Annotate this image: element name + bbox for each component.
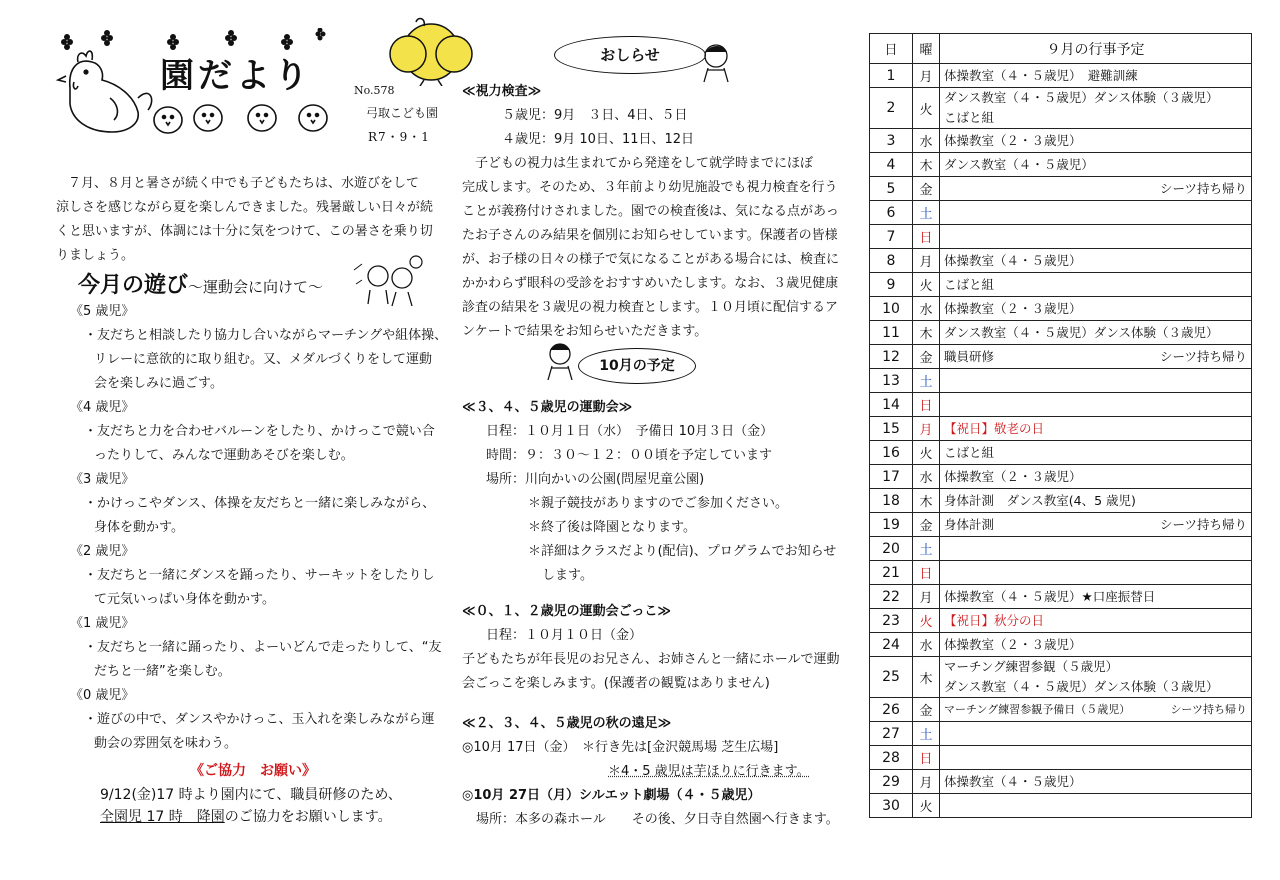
group-line: ・友だちと相談したり協力し合いながらマーチングや組体操、 [84,328,448,343]
event-cell [940,273,1252,297]
event-cell [940,770,1252,794]
event-text: ダンス教室（４・５歳児） [944,156,1094,172]
weekday: 月 [913,585,940,609]
calendar-row [870,369,1252,393]
event-cell [940,794,1252,818]
weekday: 金 [913,177,940,201]
calendar-row [870,794,1252,818]
group-line: ・かけっこやダンス、体操を友だちと一緒に楽しみながら、 [84,496,436,511]
mini-sports-body [462,600,852,696]
event-cell [940,321,1252,345]
calendar-row [870,345,1252,369]
weekday: 金 [913,698,940,722]
play-heading [78,268,323,299]
vision-line: たお子さんのみ結果を個別にお知らせしています。保護者の皆様 [462,228,838,243]
trip-1: ◎10月 17日（金） ＊行き先は[金沢競馬場 芝生広場] [462,740,779,755]
event-cell [940,657,1252,698]
event-cell [940,129,1252,153]
day-number: 22 [870,585,913,609]
day-number: 5 [870,177,913,201]
event-cell [940,441,1252,465]
calendar-row [870,770,1252,794]
calendar-row [870,465,1252,489]
october-title: 10月の予定 [599,358,675,374]
group-label: 《4 歳児》 [70,400,135,415]
group-label: 《1 歳児》 [70,616,135,631]
school-name: 弓取こども園 [366,106,439,120]
request-line-2 [100,806,392,826]
event-text: 体操教室（２・３歳児） [944,132,1082,148]
vision-line: ことが義務付けされました。園での検査後は、気になる点があっ [462,204,839,219]
event-text: マーチング練習参観予備日（５歳児） [944,702,1131,716]
day-number: 21 [870,561,913,585]
event-text-2: こばと組 [944,110,995,125]
calendar-row [870,657,1252,698]
calendar-row [870,225,1252,249]
vision-4: ４歳児：9月 10日、11日、12日 [502,132,695,147]
group-label: 《0 歳児》 [70,688,135,703]
calendar-row [870,321,1252,345]
group-line: だちと一緒”を楽しむ。 [94,664,231,679]
weekday: 火 [913,88,940,129]
event-text: 【祝日】秋分の日 [944,612,1045,628]
day-number: 1 [870,64,913,88]
sports-note: ＊詳細はクラスだより(配信)、プログラムでお知らせ [528,544,837,559]
request-rest: のご協力をお願いします。 [224,809,392,825]
day-number: 26 [870,698,913,722]
event-text: こばと組 [944,276,995,292]
newsletter-title: 園だより [160,56,312,96]
event-cell [940,722,1252,746]
weekday: 日 [913,393,940,417]
event-cell [940,393,1252,417]
calendar-row [870,153,1252,177]
day-number: 14 [870,393,913,417]
day-number: 28 [870,746,913,770]
day-number: 24 [870,633,913,657]
event-cell [940,369,1252,393]
intro-line: くと思いますが、体調には十分に気をつけて、この暑さを乗り切 [56,224,433,239]
event-cell [940,345,1252,369]
day-number: 23 [870,609,913,633]
day-number: 30 [870,794,913,818]
group-label: 《3 歳児》 [70,472,135,487]
event-text: 体操教室（２・３歳児） [944,468,1082,484]
event-cell [940,513,1252,537]
event-text: 身体計測 ダンス教室(4、5 歳児) [944,492,1136,508]
day-number: 20 [870,537,913,561]
weekday: 火 [913,609,940,633]
day-number: 29 [870,770,913,794]
day-number: 15 [870,417,913,441]
weekday: 日 [913,746,940,770]
event-text: 体操教室（４・５歳児） 避難訓練 [944,67,1138,83]
group-line: 動会の雰囲気を味わう。 [94,736,238,751]
weekday: 土 [913,537,940,561]
event-text: 体操教室（４・５歳児） [944,773,1082,789]
group-line: リレーに意欲的に取り組む。又、メダルづくりをして運動 [94,352,433,367]
group-label: 《5 歳児》 [70,304,135,319]
play-title: 今月の遊び [78,273,189,298]
day-number: 7 [870,225,913,249]
calendar-row [870,633,1252,657]
event-calendar [869,33,1252,818]
event-cell [940,465,1252,489]
weekday: 水 [913,297,940,321]
hen-icon [58,51,152,132]
group-line: 身体を動かす。 [94,520,184,535]
day-number: 16 [870,441,913,465]
weekday: 日 [913,561,940,585]
day-number: 18 [870,489,913,513]
day-number: 19 [870,513,913,537]
calendar-row [870,273,1252,297]
event-cell [940,585,1252,609]
event-cell [940,561,1252,585]
issue-date: R7・9・1 [368,130,430,144]
girl-icon [694,40,738,84]
day-number: 9 [870,273,913,297]
sports-heading: ≪３、４、５歳児の運動会≫ [462,400,633,415]
mini-heading: ≪０、１、２歳児の運動会ごっこ≫ [462,604,671,619]
vision-5: ５歳児：9月 ３日、4日、５日 [502,108,688,123]
child-icon [540,340,580,384]
notice-bubble [554,36,706,74]
calendar-row [870,609,1252,633]
calendar-row [870,64,1252,88]
event-cell [940,698,1252,722]
event-cell [940,153,1252,177]
day-number: 4 [870,153,913,177]
calendar-row [870,417,1252,441]
event-cell [940,88,1252,129]
event-note: シーツ持ち帰り [1159,348,1247,364]
sports-time: 時間：９：３０～１２：００頃を予定しています [486,448,773,463]
event-cell [940,64,1252,88]
day-number: 8 [870,249,913,273]
weekday: 土 [913,722,940,746]
weekday: 金 [913,345,940,369]
calendar-row [870,585,1252,609]
mini-line: 会ごっこを楽しみます。(保護者の観覧はありません) [462,676,770,691]
group-line: ったりして、みんなで運動あそびを楽しむ。 [94,448,354,463]
weekday: 火 [913,273,940,297]
calendar-row [870,746,1252,770]
calendar-row [870,177,1252,201]
day-number: 13 [870,369,913,393]
group-line: ・友だちと力を合わせバルーンをしたり、かけっこで競い合 [84,424,435,439]
event-text: 職員研修 [944,348,995,364]
vision-line: が、お子様の日々の様子で気になることがある場合には、検査に [462,252,840,267]
day-number: 27 [870,722,913,746]
intro-line: りましょう。 [56,248,135,263]
event-cell [940,489,1252,513]
intro-line: ７月、８月と暑さが続く中でも子どもたちは、水遊びをして [68,176,420,191]
group-label: 《2 歳児》 [70,544,135,559]
request-emphasis: 全園児 17 時 降園 [100,809,225,825]
event-text: 体操教室（２・３歳児） [944,636,1082,652]
weekday: 月 [913,770,940,794]
trip-heading: ≪２、３、４、５歳児の秋の遠足≫ [462,716,672,731]
request-title: 《ご協力 お願い》 [190,763,316,779]
day-number: 17 [870,465,913,489]
calendar-row [870,441,1252,465]
header-title: ９月の行事予定 [940,34,1252,64]
header-weekday: 曜 [913,34,940,64]
weekday: 月 [913,417,940,441]
flower-icon [61,28,326,50]
october-bubble [578,348,696,384]
chick-icon [386,14,476,86]
event-text: ダンス教室（４・５歳児）ダンス体験（３歳児） [944,324,1219,340]
event-cell [940,249,1252,273]
weekday: 火 [913,441,940,465]
day-number: 6 [870,201,913,225]
calendar-row [870,513,1252,537]
event-text: こばと組 [944,444,995,460]
event-cell [940,297,1252,321]
event-cell [940,746,1252,770]
weekday: 月 [913,249,940,273]
weekday: 水 [913,465,940,489]
sports-note: します。 [542,568,593,583]
issue-number: No.578 [354,84,395,97]
event-cell [940,201,1252,225]
weekday: 木 [913,489,940,513]
calendar-row [870,698,1252,722]
weekday: 月 [913,64,940,88]
event-text: 体操教室（４・５歳児）★口座振替日 [944,588,1156,604]
event-cell [940,417,1252,441]
sports-note: ＊終了後は降園となります。 [528,520,696,535]
day-number: 10 [870,297,913,321]
vision-line: 完成します。そのため、３年前より幼児施設でも視力検査を行う [462,180,838,195]
mini-line: 子どもたちが年長児のお兄さん、お姉さんと一緒にホールで運動 [462,652,840,667]
calendar-row [870,249,1252,273]
calendar-row [870,129,1252,153]
october-body [462,396,852,588]
event-text: ダンス教室（４・５歳児）ダンス体験（３歳児） [944,90,1219,105]
weekday: 金 [913,513,940,537]
sports-note: ＊親子競技がありますのでご参加ください。 [528,496,789,511]
event-text: 身体計測 [944,516,995,532]
trip-2: ◎10月 27日（月）シルエット劇場（４・５歳児） [462,788,761,803]
vision-line: 子どもの視力は生まれてから発達をして就学時までにほぼ [462,156,814,171]
weekday: 木 [913,657,940,698]
day-number: 12 [870,345,913,369]
weekday: 水 [913,633,940,657]
weekday: 水 [913,129,940,153]
vision-line: ンケートで結果をお知らせいただきます。 [462,324,708,339]
event-cell [940,177,1252,201]
group-line: ・遊びの中で、ダンスやかけっこ、玉入れを楽しみながら運 [84,712,435,727]
event-note: シーツ持ち帰り [1159,180,1247,196]
header-day: 日 [870,34,913,64]
vision-line: かかわらず眼科の受診をおすすめいたします。なお、３歳児健康 [462,276,839,291]
mini-date: 日程：１０月１０日（金） [486,628,643,643]
event-cell [940,609,1252,633]
event-cell [940,633,1252,657]
event-text: 体操教室（２・３歳児） [944,300,1082,316]
event-text: 【祝日】敬老の日 [944,420,1045,436]
calendar-row [870,297,1252,321]
group-line: ・友だちと一緒に踊ったり、よーいどんで走ったりして、“友 [84,640,442,655]
weekday: 木 [913,153,940,177]
request-line: 9/12(金)17 時より園内にて、職員研修のため、 [100,787,402,803]
calendar-row [870,561,1252,585]
trip-1-note: ＊4・5 歳児は芋ほりに行きます。 [608,764,810,779]
day-number: 3 [870,129,913,153]
chick-icon [154,105,327,133]
event-text: マーチング練習参観（５歳児） [944,659,1119,674]
vision-line: 診査の結果を３歳児の視力検査とします。１０月頃に配信するア [462,300,838,315]
day-number: 11 [870,321,913,345]
group-line: 会を楽しみに過ごす。 [94,376,223,391]
calendar-row [870,201,1252,225]
notice-title: おしらせ [600,46,660,64]
trip-2-place: 場所：本多の森ホール その後、夕日寺自然園へ行きます。 [476,812,839,827]
calendar-row [870,489,1252,513]
calendar-row [870,722,1252,746]
event-note: シーツ持ち帰り [1170,702,1247,716]
group-line: ・友だちと一緒にダンスを踊ったり、サーキットをしたりし [84,568,435,583]
vision-heading: ≪視力検査≫ [462,84,542,99]
event-text: 体操教室（４・５歳児） [944,252,1082,268]
day-number: 25 [870,657,913,698]
weekday: 木 [913,321,940,345]
intro-line: 涼しさを感じながら夏を楽しんできました。残暑厳しい日々が続 [56,200,434,215]
event-note: シーツ持ち帰り [1159,516,1247,532]
event-cell [940,225,1252,249]
weekday: 土 [913,201,940,225]
sports-date: 日程：１０月１日（水） 予備日 10月３日（金） [486,424,774,439]
play-subtitle: ～運動会に向けて～ [188,278,324,296]
trip-body [462,712,862,832]
day-number: 2 [870,88,913,129]
event-cell [940,537,1252,561]
notice-body [462,80,852,344]
calendar-row [870,393,1252,417]
sports-place: 場所：川向かいの公園(問屋児童公園) [486,472,705,487]
calendar-row [870,88,1252,129]
event-text-2: ダンス教室（４・５歳児）ダンス体験（３歳児） [944,679,1219,694]
calendar-row [870,537,1252,561]
group-line: て元気いっぱい身体を動かす。 [94,592,275,607]
weekday: 土 [913,369,940,393]
weekday: 火 [913,794,940,818]
play-list [70,300,450,756]
weekday: 日 [913,225,940,249]
